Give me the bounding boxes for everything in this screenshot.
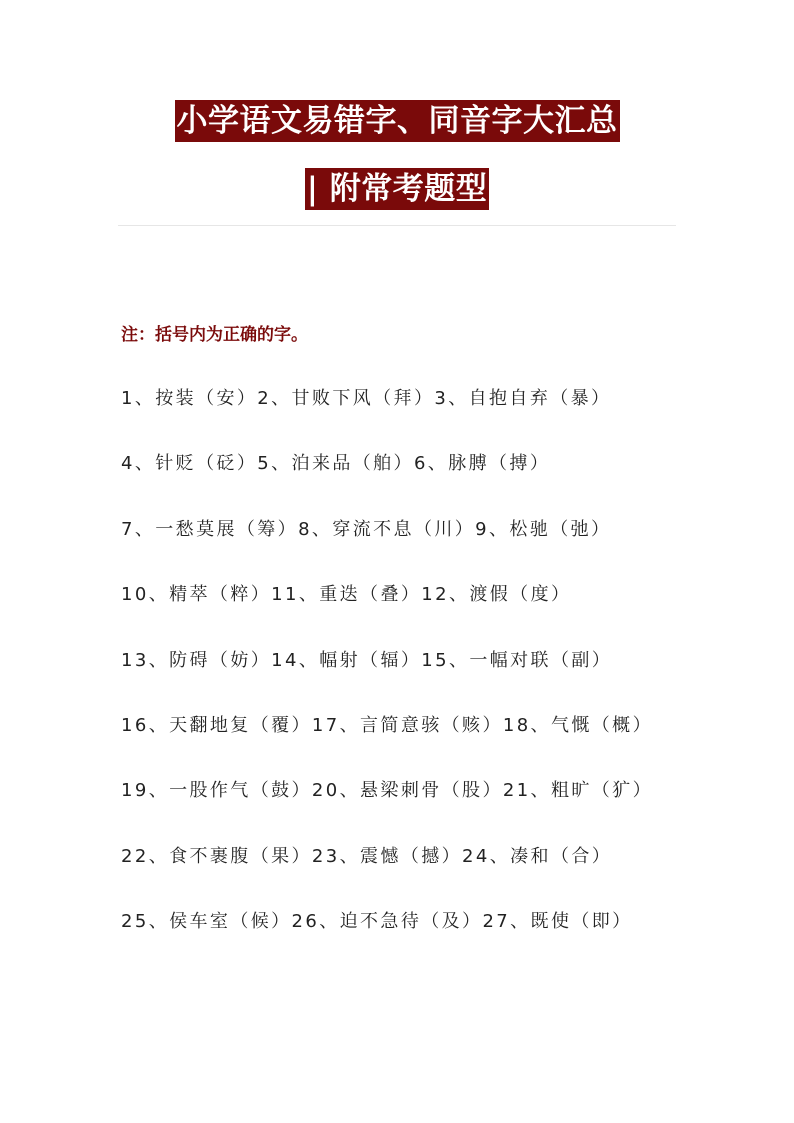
title-divider — [118, 225, 676, 226]
item-number: 6、 — [413, 453, 449, 475]
word-row — [121, 449, 550, 475]
item-number: 3、 — [434, 388, 469, 409]
item-number: 21、 — [502, 780, 551, 802]
wrong-word: 悬梁刺骨 — [360, 780, 442, 802]
wrong-word: 精萃 — [169, 584, 210, 606]
correct-char: （叠） — [360, 584, 422, 606]
item-number: 1、 — [121, 388, 156, 409]
correct-char: （砭） — [196, 453, 258, 475]
wrong-word: 重迭 — [319, 584, 361, 606]
wrong-word: 渡假 — [469, 584, 511, 606]
wrong-word: 一股作气 — [169, 780, 251, 802]
correct-char: （弛） — [550, 518, 612, 540]
correct-char: （股） — [441, 780, 503, 802]
item-number: 5、 — [257, 453, 292, 475]
correct-char: （覆） — [250, 715, 312, 736]
item-number: 9、 — [475, 518, 510, 540]
item-number: 17、 — [311, 715, 361, 736]
page-title-line-2: | 附常考题型 — [305, 168, 490, 210]
wrong-word: 甘败下风 — [291, 388, 374, 409]
wrong-word: 粗旷 — [550, 780, 592, 802]
correct-char: （妨） — [209, 649, 272, 671]
item-number: 22、 — [121, 845, 170, 867]
item-number: 20、 — [311, 780, 361, 802]
item-number: 19、 — [121, 780, 170, 802]
item-number: 2、 — [257, 388, 292, 409]
note-text: 注：括号内为正确的字。 — [121, 325, 308, 345]
wrong-word: 针贬 — [155, 453, 197, 475]
correct-char: （赅） — [441, 715, 503, 736]
correct-char: （及） — [421, 911, 483, 933]
item-number: 8、 — [298, 518, 333, 540]
wrong-word: 脉膊 — [448, 453, 490, 475]
wrong-word: 侯车室 — [169, 911, 231, 933]
word-row — [121, 515, 611, 541]
wrong-word: 按装 — [155, 388, 197, 409]
correct-char: （撼） — [400, 845, 463, 867]
wrong-word: 防碍 — [169, 649, 210, 671]
correct-char: （搏） — [489, 453, 551, 475]
item-number: 24、 — [462, 845, 511, 867]
correct-char: （度） — [510, 584, 572, 606]
item-number: 10、 — [121, 584, 170, 606]
wrong-word: 天翻地复 — [169, 715, 251, 736]
correct-char: （概） — [591, 715, 653, 736]
page-title-line-1: 小学语文易错字、同音字大汇总 — [175, 100, 620, 142]
item-number: 14、 — [271, 649, 320, 671]
item-number: 7、 — [121, 518, 156, 540]
wrong-word: 一幅对联 — [469, 649, 551, 671]
correct-char: （辐） — [360, 649, 422, 671]
wrong-word: 言简意骇 — [360, 715, 442, 736]
item-number: 4、 — [121, 453, 156, 475]
item-number: 16、 — [121, 715, 170, 736]
correct-char: （筹） — [236, 518, 299, 540]
correct-char: （即） — [571, 911, 633, 933]
word-row — [121, 646, 612, 672]
correct-char: （候） — [230, 911, 292, 933]
title-line-2-wrap — [0, 168, 794, 210]
word-row — [121, 384, 611, 410]
correct-char: （果） — [250, 845, 312, 867]
word-row — [121, 842, 612, 868]
wrong-word: 气慨 — [550, 715, 592, 736]
title-line-1-wrap — [0, 100, 794, 142]
correct-char: （副） — [550, 649, 613, 671]
wrong-word: 迫不急待 — [339, 911, 422, 933]
correct-char: （合） — [550, 845, 613, 867]
correct-char: （舶） — [352, 453, 414, 475]
correct-char: （粹） — [209, 584, 272, 606]
item-number: 25、 — [121, 911, 170, 933]
correct-char: （犷） — [591, 780, 653, 802]
word-row — [121, 776, 653, 802]
correct-char: （拜） — [373, 388, 435, 409]
item-number: 26、 — [291, 911, 340, 933]
word-row — [121, 580, 571, 606]
word-row — [121, 907, 633, 933]
wrong-word: 幅射 — [319, 649, 361, 671]
word-row — [121, 711, 653, 737]
correct-char: （安） — [196, 388, 258, 409]
wrong-word: 一愁莫展 — [155, 518, 237, 540]
item-number: 23、 — [311, 845, 361, 867]
wrong-word: 震憾 — [360, 845, 401, 867]
wrong-word: 既使 — [530, 911, 572, 933]
correct-char: （川） — [413, 518, 476, 540]
item-number: 15、 — [421, 649, 470, 671]
item-number: 11、 — [271, 584, 320, 606]
wrong-word: 自抱自弃 — [468, 388, 551, 409]
wrong-word: 穿流不息 — [332, 518, 414, 540]
item-number: 12、 — [421, 584, 470, 606]
wrong-word: 泊来品 — [291, 453, 353, 475]
wrong-word: 食不裹腹 — [169, 845, 251, 867]
correct-char: （暴） — [550, 388, 612, 409]
item-number: 13、 — [121, 649, 170, 671]
correct-char: （鼓） — [250, 780, 312, 802]
wrong-word: 松驰 — [509, 518, 551, 540]
wrong-word: 凑和 — [510, 845, 551, 867]
item-number: 18、 — [502, 715, 551, 736]
item-number: 27、 — [482, 911, 531, 933]
